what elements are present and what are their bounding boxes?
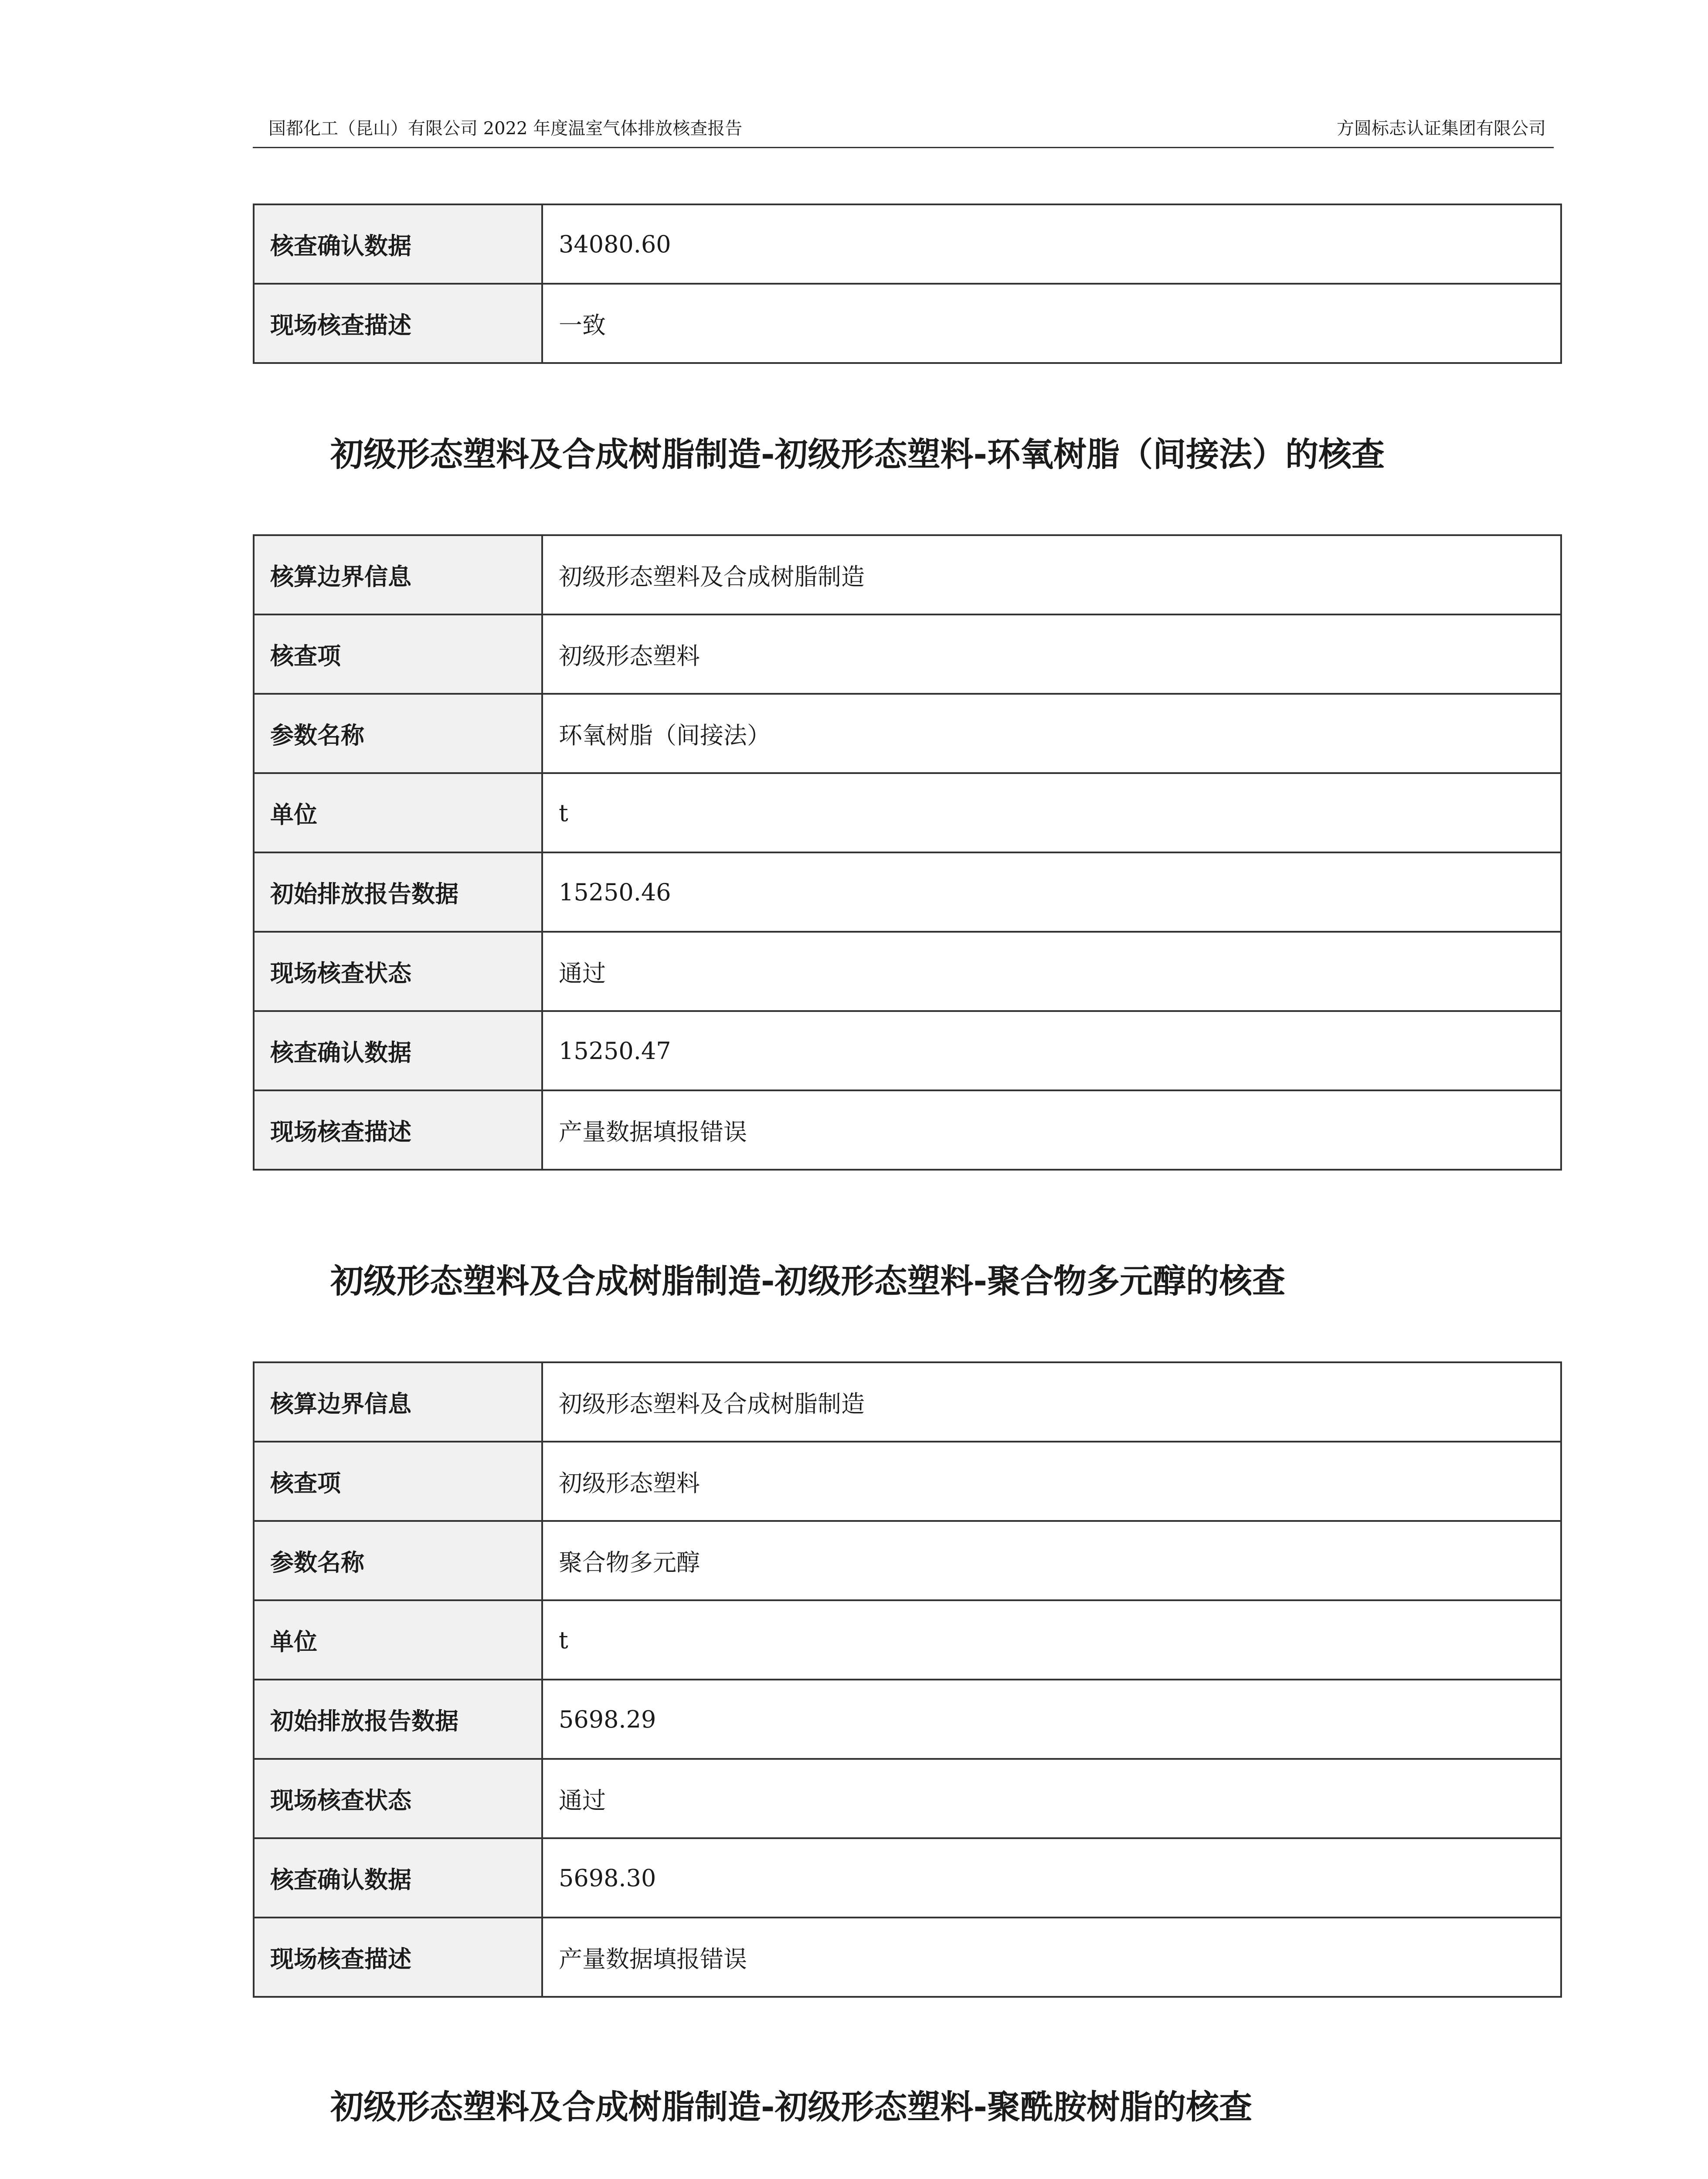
row-value: 15250.47 xyxy=(542,1011,1561,1090)
table-row xyxy=(254,1838,1561,1918)
table-row xyxy=(254,932,1561,1011)
row-value: t xyxy=(542,1600,1561,1680)
row-label: 现场核查状态 xyxy=(254,1759,542,1838)
row-label: 核查确认数据 xyxy=(254,1011,542,1090)
row-value: 产量数据填报错误 xyxy=(542,1918,1561,1997)
row-label: 核算边界信息 xyxy=(254,1362,542,1442)
table-row xyxy=(254,1759,1561,1838)
row-value: 通过 xyxy=(542,1759,1561,1838)
table-row xyxy=(254,1521,1561,1600)
verification-table-epoxy-resin xyxy=(253,534,1562,1171)
section-heading-polyamide-resin: 初级形态塑料及合成树脂制造-初级形态塑料-聚酰胺树脂的核查 xyxy=(330,2087,1253,2126)
page-header xyxy=(253,115,1554,148)
row-value: 初级形态塑料及合成树脂制造 xyxy=(542,535,1561,614)
row-value: t xyxy=(542,773,1561,852)
row-label: 现场核查描述 xyxy=(254,1918,542,1997)
table-row xyxy=(254,1011,1561,1090)
table-row xyxy=(254,1600,1561,1680)
table-row xyxy=(254,284,1561,363)
row-label: 现场核查描述 xyxy=(254,1090,542,1170)
table-row xyxy=(254,535,1561,614)
row-value: 初级形态塑料及合成树脂制造 xyxy=(542,1362,1561,1442)
row-label: 参数名称 xyxy=(254,694,542,773)
table-row xyxy=(254,204,1561,284)
table-row xyxy=(254,1442,1561,1521)
row-label: 初始排放报告数据 xyxy=(254,852,542,932)
table-row xyxy=(254,1090,1561,1170)
table-row xyxy=(254,773,1561,852)
row-label: 现场核查状态 xyxy=(254,932,542,1011)
row-value: 5698.29 xyxy=(542,1680,1561,1759)
row-label: 核查确认数据 xyxy=(254,1838,542,1918)
table-row xyxy=(254,1362,1561,1442)
row-value: 15250.46 xyxy=(542,852,1561,932)
row-value: 5698.30 xyxy=(542,1838,1561,1918)
table-row xyxy=(254,614,1561,694)
table-row xyxy=(254,852,1561,932)
row-label: 核查项 xyxy=(254,1442,542,1521)
row-value: 初级形态塑料 xyxy=(542,614,1561,694)
row-label: 现场核查描述 xyxy=(254,284,542,363)
row-label: 单位 xyxy=(254,773,542,852)
row-value: 环氧树脂（间接法） xyxy=(542,694,1561,773)
row-label: 核查确认数据 xyxy=(254,204,542,284)
row-value: 34080.60 xyxy=(542,204,1561,284)
row-value: 初级形态塑料 xyxy=(542,1442,1561,1521)
row-label: 核查项 xyxy=(254,614,542,694)
verification-table-previous xyxy=(253,204,1562,364)
row-value: 产量数据填报错误 xyxy=(542,1090,1561,1170)
row-label: 单位 xyxy=(254,1600,542,1680)
row-value: 通过 xyxy=(542,932,1561,1011)
table-row xyxy=(254,1680,1561,1759)
verification-table-polymer-polyol xyxy=(253,1361,1562,1998)
section-heading-polymer-polyol: 初级形态塑料及合成树脂制造-初级形态塑料-聚合物多元醇的核查 xyxy=(330,1262,1286,1300)
section-heading-epoxy-resin: 初级形态塑料及合成树脂制造-初级形态塑料-环氧树脂（间接法）的核查 xyxy=(330,435,1385,474)
organization-name: 方圆标志认证集团有限公司 xyxy=(1337,119,1546,139)
row-value: 一致 xyxy=(542,284,1561,363)
row-value: 聚合物多元醇 xyxy=(542,1521,1561,1600)
table-row xyxy=(254,694,1561,773)
row-label: 核算边界信息 xyxy=(254,535,542,614)
row-label: 初始排放报告数据 xyxy=(254,1680,542,1759)
report-title: 国都化工（昆山）有限公司 2022 年度温室气体排放核查报告 xyxy=(268,119,743,139)
row-label: 参数名称 xyxy=(254,1521,542,1600)
table-row xyxy=(254,1918,1561,1997)
